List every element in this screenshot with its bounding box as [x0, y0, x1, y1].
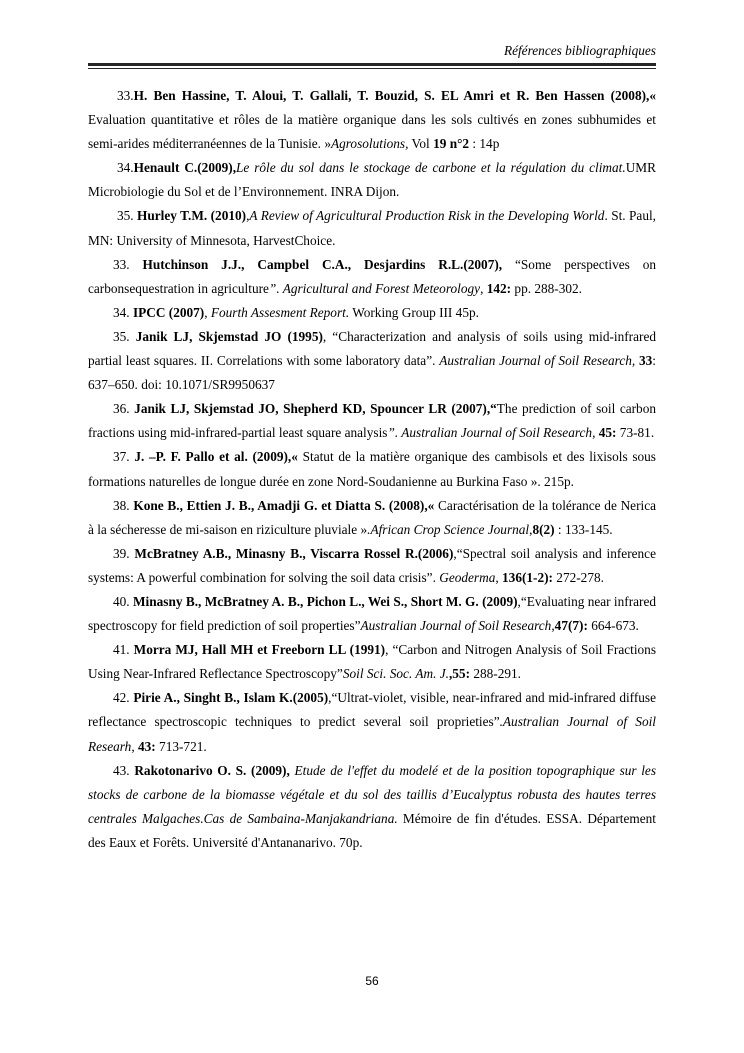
reference-journal: Soil Sci. Soc. Am. J.: [342, 666, 449, 682]
reference-entry: 33.H. Ben Hassine, T. Aloui, T. Gallali, T. Bouzid, S. EL Amri et R. Ben Hassen (2008),« Evaluation quantitative et rôles de la matière organique dans les sols cultivés en zones subhumides et semi-arides méditerranéennes de la Tunisie. »Agrosolutions, Vol 19 n°2 : 14p: [88, 88, 656, 152]
reference-authors: Janik LJ, Skjemstad JO, Shepherd KD, Spouncer LR (2007),“: [134, 401, 497, 417]
reference-number: 33.: [117, 88, 134, 103]
reference-volume: 33: [639, 353, 653, 369]
reference-entry: 35. Janik LJ, Skjemstad JO (1995), “Characterization and analysis of soils using mid-infrared partial least squares. II. Correlations with some laboratory data”. Australian Journal of Soil Research, 33: 637–650. doi: 10.1071/SR9950637: [88, 328, 656, 393]
reference-number: 33.: [113, 256, 130, 272]
reference-number: 38.: [113, 497, 130, 513]
reference-volume: 8(2): [532, 521, 555, 537]
reference-volume: 19 n°2: [433, 136, 470, 152]
reference-number: 37.: [113, 449, 130, 465]
reference-authors: IPCC (2007): [132, 304, 205, 320]
reference-authors: Minasny B., McBratney A. B., Pichon L., Wei S., Short M. G. (2009): [132, 593, 518, 609]
reference-journal: .African Crop Science Journal: [367, 521, 530, 537]
reference-journal: .Australian Journal of Soil Researh: [88, 714, 656, 754]
reference-authors: Hutchinson J.J., Campbel C.A., Desjardins R.L.(2007),: [142, 256, 503, 272]
reference-authors: Hurley T.M. (2010): [137, 208, 247, 224]
reference-number: 36.: [113, 401, 130, 417]
reference-journal: Australian Journal of Soil Research,: [439, 353, 636, 369]
reference-title: Fourth Assesment Report.: [210, 304, 350, 320]
reference-entry: 35. Hurley T.M. (2010),A Review of Agricultural Production Risk in the Developing World. St. Paul, MN: University of Minnesota, HarvestChoice.: [88, 208, 656, 248]
reference-number: 34.: [113, 304, 130, 320]
reference-number: 35.: [117, 208, 134, 224]
reference-entry: 34.Henault C.(2009),Le rôle du sol dans le stockage de carbone et la régulation du climat.UMR Microbiologie du Sol et de l’Environnement. INRA Dijon.: [88, 160, 656, 200]
reference-journal: Geoderma: [439, 569, 496, 585]
reference-number: 35.: [113, 328, 130, 344]
reference-authors: Pirie A., Singht B., Islam K.(2005): [133, 690, 329, 706]
reference-entry: 33. Hutchinson J.J., Campbel C.A., Desjardins R.L.(2007), “Some perspectives on carbonsequestration in agriculture”. Agricultural and Forest Meteorology, 142: pp. 288-302.: [88, 256, 656, 296]
reference-journal: ”. Agricultural and Forest Meteorology: [268, 280, 481, 296]
reference-volume: 43:: [138, 738, 156, 754]
reference-entry: 40. Minasny B., McBratney A. B., Pichon L., Wei S., Short M. G. (2009),“Evaluating near infrared spectroscopy for field prediction of soil properties”Australian Journal of Soil Research,47(7): 664-673.: [88, 593, 657, 634]
reference-number: 34.: [117, 160, 134, 176]
reference-number: 41.: [113, 642, 130, 658]
reference-volume: ,55:: [448, 666, 471, 682]
running-header: Références bibliographiques: [503, 43, 656, 58]
reference-journal: Australian Journal of Soil Research: [360, 618, 552, 634]
reference-entry: 37. J. –P. F. Pallo et al. (2009),« Statut de la matière organique des cambisols et des lixisols sous formations naturelles de longue durée en zone Nord-Soudanienne au Burkina Faso ». 215p.: [88, 449, 656, 489]
reference-volume: 136(1-2):: [502, 569, 553, 585]
reference-number: 40.: [113, 593, 130, 609]
reference-journal: Agrosolutions,: [330, 136, 409, 152]
header-rule-thick: [88, 63, 656, 66]
reference-entry: 43. Rakotonarivo O. S. (2009), Etude de l'effet du modelé et de la position topographique sur les stocks de carbone de la biomasse végétale et du sol des taillis d’Eucalyptus robusta des hautes terres centrales Malgaches.Cas de Sambaina-Manjakandriana. Mémoire de fin d'études. ESSA. Département des Eaux et Forêts. Université d'Antananarivo. 70p.: [88, 762, 657, 850]
reference-authors: Morra MJ, Hall MH et Freeborn LL (1991): [133, 642, 386, 658]
reference-number: 39.: [113, 545, 130, 561]
reference-entry: 41. Morra MJ, Hall MH et Freeborn LL (1991), “Carbon and Nitrogen Analysis of Soil Fractions Using Near-Infrared Reflectance Spectroscopy”Soil Sci. Soc. Am. J.,55: 288-291.: [88, 642, 656, 682]
reference-entry: 39. McBratney A.B., Minasny B., Viscarra Rossel R.(2006),“Spectral soil analysis and inference systems: A powerful combination for solving the soil data crisis”. Geoderma, 136(1-2): 272-278.: [88, 545, 656, 585]
reference-volume: 142:: [486, 280, 512, 296]
reference-entry: 38. Kone B., Ettien J. B., Amadji G. et Diatta S. (2008),« Caractérisation de la tolérance de Nerica à la sécheresse de mi-saison en riziculture pluviale ».African Crop Science Journal,8(2) : 133-145.: [88, 497, 657, 537]
reference-volume: 45:: [598, 425, 617, 441]
reference-authors: McBratney A.B., Minasny B., Viscarra Rossel R.(2006): [134, 545, 454, 561]
reference-number: 42.: [113, 690, 130, 706]
reference-entry: 42. Pirie A., Singht B., Islam K.(2005),“Ultrat-violet, visible, near-infrared and mid-infrared diffuse reflectance spectroscopic techniques to predict several soil proprieties”.Australian Journal of Soil Researh, 43: 713-721.: [88, 690, 657, 754]
reference-title: Le rôle du sol dans le stockage de carbone et la régulation du climat.: [236, 160, 626, 176]
reference-authors: Rakotonarivo O. S. (2009),: [134, 762, 290, 778]
reference-volume: 47(7):: [554, 618, 588, 634]
reference-title: A Review of Agricultural Production Risk in the Developing World: [249, 208, 605, 224]
reference-title: Etude de l'effet du modelé et de la position topographique sur les stocks de carbone de la biomasse végétale et du sol des taillis d’Eucalyptus robusta des hautes terres centrales Malgaches.Cas de Sambaina-Manjakandriana.: [88, 762, 657, 826]
reference-authors: H. Ben Hassine, T. Aloui, T. Gallali, T. Bouzid, S. EL Amri et R. Ben Hassen (2008),«: [133, 88, 656, 103]
reference-entry: 34. IPCC (2007), Fourth Assesment Report. Working Group III 45p.: [113, 304, 479, 320]
page-number: 56: [365, 974, 379, 988]
reference-authors: Kone B., Ettien J. B., Amadji G. et Diatta S. (2008),«: [133, 497, 435, 513]
reference-authors: J. –P. F. Pallo et al. (2009),«: [134, 449, 298, 465]
reference-number: 43.: [113, 762, 130, 778]
header-rule-thin: [88, 68, 656, 69]
reference-entry: 36. Janik LJ, Skjemstad JO, Shepherd KD, Spouncer LR (2007),“The prediction of soil carbon fractions using mid-infrared-partial least square analysis”. Australian Journal of Soil Research, 45: 73-81.: [88, 401, 656, 441]
reference-journal: ”. Australian Journal of Soil Research,: [387, 425, 596, 441]
reference-authors: Janik LJ, Skjemstad JO (1995): [135, 328, 323, 344]
reference-list: [88, 84, 656, 855]
reference-authors: Henault C.(2009),: [133, 160, 237, 176]
